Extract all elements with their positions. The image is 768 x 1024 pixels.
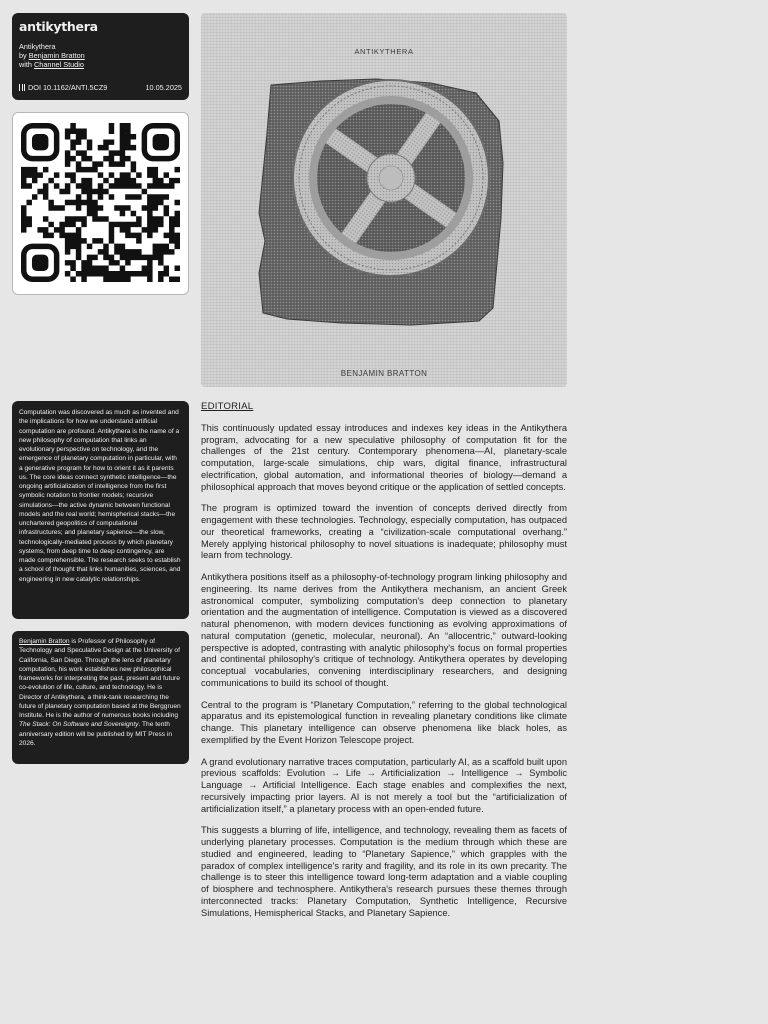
studio-link[interactable]: Channel Studio (34, 60, 84, 69)
byline: by Benjamin Bratton (19, 51, 85, 60)
cover-title: ANTIKYTHERA (354, 47, 414, 56)
author-bio-card (12, 631, 189, 764)
project-summary-card (12, 401, 189, 619)
article-paragraph: The program is optimized toward the invention of concepts derived directly from engagement with these technologies. Technology, especially computation, has outpaced our theoretical frameworks, creating a “civilization-scale computational overhang.” Merely applying historical philosophy to novel situations is inadequate; philosophy must learn from technology. (201, 503, 567, 561)
doi-text: DOI 10.1162/ANTI.5CZ9 (28, 83, 108, 92)
summary-text: Computation was discovered as much as invented and the implications for how we understand artificial computation are profound. Antikythera is the name of a new philosophy of computation that links an evolutionary perspective on technology, and the emergence of planetary computation in particular, with a generative program for how to orient it as it parents us. The core ideas connect synthetic intelligence—the ongoing artificialization of intelligence from the first symbolic notation to frontier models; recursive simulations—the active dynamic between functional models and the real world; hemispherical stacks—the unchartered geopolitics of computational infrastructures; and planetary sapience—the slow, technologically-mediated process by which planetary systems, from deep time to deep contingency, are made comprehensible. The research seeks to establish a school of thought that links humanities, sciences, and engineering in new catalytic relationships. (19, 409, 181, 583)
editorial-article (201, 401, 567, 929)
article-paragraph: This suggests a blurring of life, intelligence, and technology, revealing them as facets of underlying planetary processes. Computation is the medium through which these are studied and engineered, leading to “Planetary Sapience,” which grapples with the paradox of complex intelligence's rarity and fragility, and its role in its own precarity. The challenge is to steer this intelligence toward long-term adaptation and a viable coupling of biosphere and technosphere. Antikythera's research pursues these themes through interconnected tracks: Planetary Computation, Synthetic Intelligence, Recursive Simulations, Hemispherical Stacks, and Planetary Sapience. (201, 825, 567, 918)
book-title: Antikythera (19, 42, 56, 51)
bio-text: Benjamin Bratton is Professor of Philosophy of Technology and Speculative Design at the University of California, San Diego. Through the lens of planetary computation, his work establishes new philosophical frameworks for interpreting the past, present and future co-evolution of life, culture, and technology. He is Director of Antikythera, a think-tank researching the future of planetary computation based at the Berggruen Institute. He is the author of numerous books including The Stack: On Software and Sovereignty. The tenth anniversary edition will be published by MIT Press in 2026. (19, 638, 181, 747)
antikythera-mechanism-illustration (201, 13, 567, 387)
article-paragraph: Antikythera positions itself as a philosophy-of-technology program linking philosophy and engineering. Its name derives from the Antikythera mechanism, an ancient Greek astronomical computer, symbolizing computation's deep connection to planetary orientation and the augmentation of intelligence. Computation is viewed as a discovered natural phenomenon, with modern devices functioning as evolving approximations of natural computation (genetic, molecular, neuronal). An “allocentric,” outward-looking perspective is adopted, contrasting with analytic philosophy's focus on formal properties and continental philosophy's critique of technology. Antikythera operates by developing conceptual vocabularies, convening interdisciplinary researchers, and designing communications to build its school of thought. (201, 572, 567, 688)
publication-date: 10.05.2025 (145, 83, 182, 92)
publication-header-card (12, 13, 189, 100)
bio-book-title: The Stack: On Software and Sovereignty (19, 721, 139, 729)
article-paragraph: This continuously updated essay introduces and indexes key ideas in the Antikythera program, advocating for a new speculative philosophy of computation fit for the challenges of the 21st century. Contemporary phenomena—AI, planetary-scale computation, large-scale simulations, chip wars, digital finance, infrastructural electrification, global automation, and informational theories of biology—demand a philosophical approach that moves beyond critique or the application of settled concepts. (201, 422, 567, 492)
editorial-heading: EDITORIAL (201, 401, 254, 412)
article-paragraph: A grand evolutionary narrative traces computation, particularly AI, as a scaffold built upon previous scaffolds: Evolution → Life → Artificialization → Intelligence → Symbolic Language → Artificial Intelligence. Each stage enables and complexifies the next, recursively impacting prior layers. AI is not merely a tool but the “artificialization of artificialization itself,” a planetary process with an open-ended future. (201, 756, 567, 814)
author-link[interactable]: Benjamin Bratton (28, 51, 85, 60)
bio-author-link[interactable]: Benjamin Bratton (19, 638, 70, 645)
book-cover-image (201, 13, 567, 387)
barcode-icon (19, 84, 25, 91)
qr-code-icon (21, 123, 180, 282)
publication-meta (19, 83, 182, 92)
cover-author: BENJAMIN BRATTON (340, 369, 428, 378)
antikythera-logo[interactable]: antikythera (19, 19, 98, 34)
article-paragraph: Central to the program is “Planetary Computation,” referring to the global technological apparatus and its epistemological function in revealing planetary conditions like climate change. This planetary intelligence can observe phenomena like black holes, as exemplified by the Event Horizon Telescope project. (201, 699, 567, 745)
studio-line: with Channel Studio (19, 60, 84, 69)
doi[interactable] (19, 83, 107, 92)
qr-code-card[interactable] (12, 112, 189, 295)
